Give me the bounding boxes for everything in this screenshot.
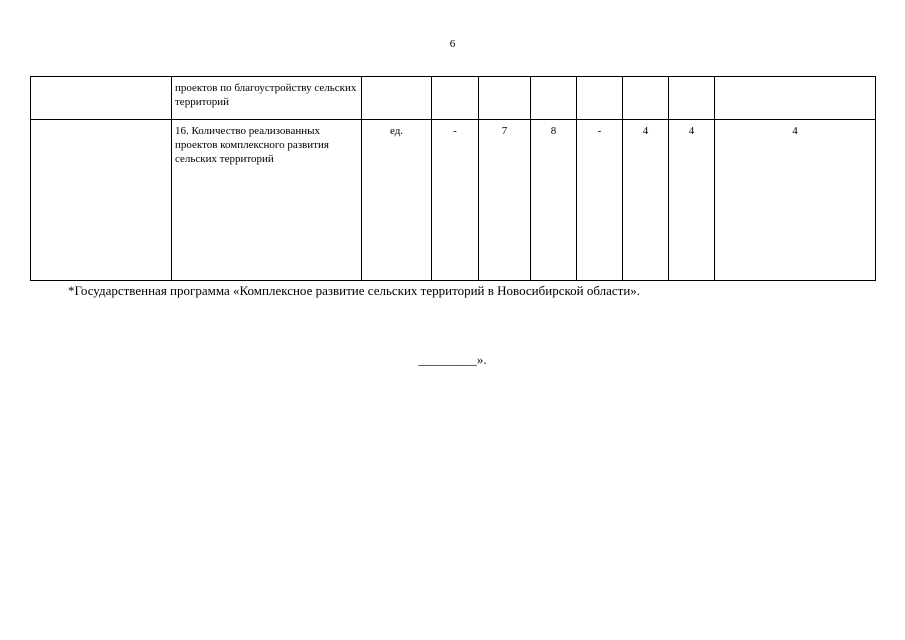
table-row-continuation xyxy=(31,77,876,120)
note-cell xyxy=(715,77,876,120)
unit-cell xyxy=(362,77,432,120)
value-cell xyxy=(531,77,577,120)
closing-mark: _________». xyxy=(418,352,487,367)
indicator-cell: 16. Количество реализованных проектов комплексного развития сельских территорий xyxy=(172,120,362,281)
value-cell: 4 xyxy=(715,120,876,281)
footnote: *Государственная программа «Комплексное развитие сельских территорий в Новосибирской области». xyxy=(68,283,641,298)
table-row-16 xyxy=(31,120,876,281)
unit-cell: ед. xyxy=(362,120,432,281)
value-cell: 4 xyxy=(623,120,669,281)
empty-cell xyxy=(31,120,172,281)
value-cell xyxy=(577,77,623,120)
value-cell: - xyxy=(432,120,479,281)
value-cell: 4 xyxy=(669,120,715,281)
value-cell xyxy=(669,77,715,120)
indicators-table xyxy=(30,76,876,281)
value-cell: - xyxy=(577,120,623,281)
value-cell xyxy=(479,77,531,120)
value-cell xyxy=(623,77,669,120)
value-cell xyxy=(432,77,479,120)
value-cell: 7 xyxy=(479,120,531,281)
indicator-cell: проектов по благоустройству сельских территорий xyxy=(172,77,362,120)
value-cell: 8 xyxy=(531,120,577,281)
empty-cell xyxy=(31,77,172,120)
page-number: 6 xyxy=(449,38,456,50)
